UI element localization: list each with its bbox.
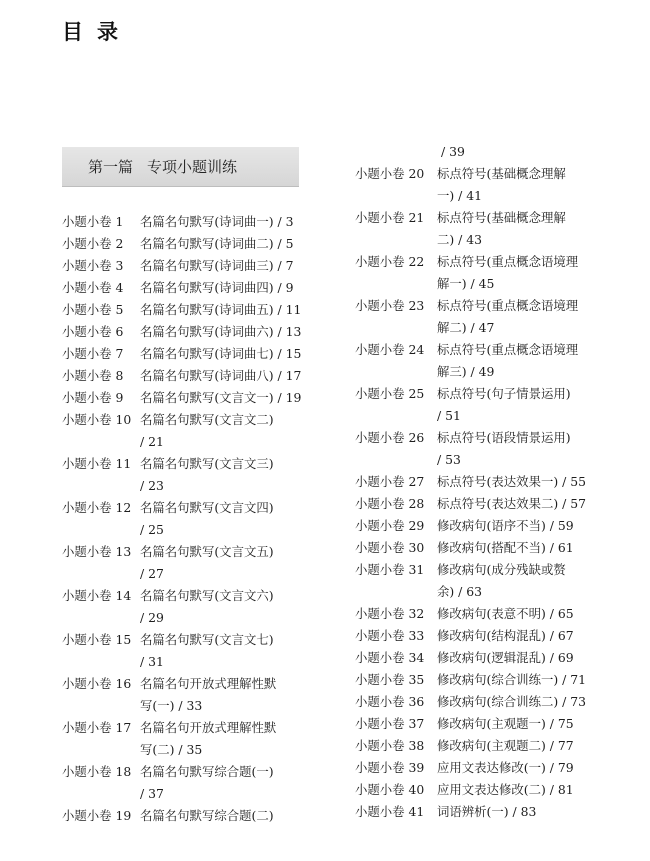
toc-entry[interactable]: [355, 537, 605, 559]
toc-entry-label: 小题小卷 18: [62, 764, 132, 779]
toc-entry-title: 名篇名句默写(诗词曲四) / 9: [140, 280, 294, 295]
toc-entry-title: 名篇名句默写(文言文三): [140, 456, 274, 471]
toc-entry-label: 小题小卷 12: [62, 500, 132, 515]
toc-entry[interactable]: [62, 211, 317, 233]
toc-entry[interactable]: [355, 383, 605, 405]
toc-entry-label: 小题小卷 22: [355, 254, 425, 269]
toc-entry-title: 标点符号(重点概念语境理: [437, 298, 579, 313]
toc-entry[interactable]: [355, 471, 605, 493]
toc-entry-continuation[interactable]: [62, 607, 317, 629]
toc-entry-continuation[interactable]: [62, 519, 317, 541]
toc-entry-label: 小题小卷 31: [355, 562, 425, 577]
toc-entry[interactable]: [355, 339, 605, 361]
toc-entry-label: 小题小卷 2: [62, 236, 124, 251]
toc-entry-label: 小题小卷 20: [355, 166, 425, 181]
toc-entry-title: 修改病句(语序不当) / 59: [437, 518, 574, 533]
toc-entry-label: [355, 581, 437, 603]
toc-entry-continuation[interactable]: [355, 229, 605, 251]
toc-entry-continuation[interactable]: [355, 361, 605, 383]
toc-entry-label: 小题小卷 30: [355, 540, 425, 555]
toc-entry-label: [355, 273, 437, 295]
toc-entry-label: 小题小卷 15: [62, 632, 132, 647]
toc-right-column: [355, 141, 605, 823]
toc-entry-label: [355, 405, 437, 427]
toc-entry-continuation[interactable]: [62, 475, 317, 497]
toc-entry-title: 应用文表达修改(一) / 79: [437, 760, 574, 775]
toc-entry[interactable]: [355, 603, 605, 625]
toc-entry-title: 修改病句(表意不明) / 65: [437, 606, 574, 621]
toc-entry-label: [62, 783, 140, 805]
toc-entry-title: 标点符号(基础概念理解: [437, 166, 566, 181]
toc-entry-label: 小题小卷 26: [355, 430, 425, 445]
toc-entry[interactable]: [62, 343, 317, 365]
toc-entry-label: 小题小卷 7: [62, 346, 124, 361]
toc-entry-continuation[interactable]: [62, 563, 317, 585]
toc-entry-continuation[interactable]: [62, 431, 317, 453]
toc-entry[interactable]: [62, 673, 317, 695]
toc-entry-label: [62, 651, 140, 673]
toc-entry-title: 名篇名句开放式理解性默: [140, 720, 277, 735]
toc-entry-title: 修改病句(结构混乱) / 67: [437, 628, 574, 643]
toc-entry-label: [355, 361, 437, 383]
toc-entry-label: [62, 431, 140, 453]
toc-entry-label: 小题小卷 34: [355, 650, 425, 665]
toc-entry[interactable]: [62, 497, 317, 519]
toc-entry-title: 标点符号(重点概念语境理: [437, 254, 579, 269]
toc-entry-label: 小题小卷 38: [355, 738, 425, 753]
toc-entry-label: 小题小卷 21: [355, 210, 425, 225]
toc-entry-title: 名篇名句默写(诗词曲六) / 13: [140, 324, 302, 339]
toc-entry[interactable]: [62, 233, 317, 255]
toc-entry-title: 解二) / 47: [437, 320, 495, 335]
toc-entry-title: 修改病句(综合训练二) / 73: [437, 694, 587, 709]
toc-entry-continuation[interactable]: [355, 185, 605, 207]
toc-entry-title: 标点符号(语段情景运用): [437, 430, 571, 445]
toc-entry-label: 小题小卷 37: [355, 716, 425, 731]
section-name: 专项小题训练: [147, 158, 238, 176]
toc-entry[interactable]: [62, 255, 317, 277]
toc-entry-title: 修改病句(主观题一) / 75: [437, 716, 574, 731]
toc-entry-title: / 53: [437, 452, 461, 467]
toc-entry-label: [355, 449, 437, 471]
toc-entry-label: 小题小卷 17: [62, 720, 132, 735]
toc-entry-title: 名篇名句默写综合题(二): [140, 808, 274, 823]
toc-entry-label: 小题小卷 29: [355, 518, 425, 533]
toc-entry[interactable]: [355, 801, 605, 823]
toc-entry-label: 小题小卷 13: [62, 544, 132, 559]
toc-entry-continuation[interactable]: [62, 739, 317, 761]
toc-entry[interactable]: [355, 515, 605, 537]
toc-entry-continuation[interactable]: [355, 405, 605, 427]
toc-entry-label: [62, 563, 140, 585]
toc-entry-label: 小题小卷 40: [355, 782, 425, 797]
toc-entry-label: [62, 695, 140, 717]
toc-entry[interactable]: [355, 493, 605, 515]
toc-entry-title: 修改病句(综合训练一) / 71: [437, 672, 587, 687]
toc-entry-title: 名篇名句默写(诗词曲八) / 17: [140, 368, 302, 383]
toc-entry[interactable]: [355, 757, 605, 779]
toc-entry[interactable]: [62, 277, 317, 299]
toc-entry-title: 修改病句(搭配不当) / 61: [437, 540, 574, 555]
toc-entry[interactable]: [355, 779, 605, 801]
toc-entry-label: [62, 519, 140, 541]
toc-entry-title: 一) / 41: [437, 188, 483, 203]
toc-entry-label: 小题小卷 39: [355, 760, 425, 775]
toc-entry-title: 名篇名句默写(文言文五): [140, 544, 274, 559]
toc-entry-title: 名篇名句默写(文言文七): [140, 632, 274, 647]
toc-entry-continuation[interactable]: [62, 695, 317, 717]
toc-entry-label: 小题小卷 8: [62, 368, 124, 383]
toc-entry-title: 修改病句(主观题二) / 77: [437, 738, 574, 753]
toc-entry-title: / 51: [437, 408, 461, 423]
toc-entry[interactable]: [62, 541, 317, 563]
toc-entry-continuation[interactable]: [355, 317, 605, 339]
toc-entry-title: / 31: [140, 654, 164, 669]
toc-entry[interactable]: [62, 387, 317, 409]
toc-entry-label: 小题小卷 3: [62, 258, 124, 273]
toc-entry-title: / 27: [140, 566, 164, 581]
toc-entry-continuation[interactable]: [62, 783, 317, 805]
toc-entry[interactable]: [62, 717, 317, 739]
toc-entry-title: 标点符号(表达效果二) / 57: [437, 496, 587, 511]
toc-entry-title: 二) / 43: [437, 232, 483, 247]
toc-entry[interactable]: [355, 713, 605, 735]
toc-entry-label: 小题小卷 28: [355, 496, 425, 511]
toc-entry[interactable]: [355, 295, 605, 317]
toc-left-column: [62, 211, 317, 827]
toc-entry[interactable]: [355, 625, 605, 647]
toc-continuation: / 39: [441, 144, 465, 159]
toc-entry[interactable]: [355, 163, 605, 185]
toc-entry-label: 小题小卷 19: [62, 808, 132, 823]
toc-entry-title: / 29: [140, 610, 164, 625]
toc-entry-label: [62, 739, 140, 761]
toc-entry[interactable]: [62, 629, 317, 651]
toc-entry[interactable]: [355, 735, 605, 757]
toc-entry-title: 名篇名句开放式理解性默: [140, 676, 277, 691]
toc-entry-title: 名篇名句默写(诗词曲三) / 7: [140, 258, 294, 273]
toc-entry-label: 小题小卷 5: [62, 302, 124, 317]
toc-entry-label: 小题小卷 35: [355, 672, 425, 687]
toc-entry[interactable]: [62, 365, 317, 387]
toc-entry-continuation[interactable]: [355, 273, 605, 295]
toc-entry-title: 名篇名句默写(诗词曲二) / 5: [140, 236, 294, 251]
toc-entry-label: [355, 185, 437, 207]
toc-entry-title: / 25: [140, 522, 164, 537]
toc-entry[interactable]: [62, 585, 317, 607]
toc-entry-title: 标点符号(表达效果一) / 55: [437, 474, 587, 489]
toc-entry-title: 解三) / 49: [437, 364, 495, 379]
toc-entry-title: 名篇名句默写(诗词曲一) / 3: [140, 214, 294, 229]
toc-entry[interactable]: [355, 647, 605, 669]
toc-entry[interactable]: [62, 409, 317, 431]
toc-entry-title: 解一) / 45: [437, 276, 495, 291]
toc-entry[interactable]: [355, 251, 605, 273]
toc-entry-label: 小题小卷 4: [62, 280, 124, 295]
toc-entry-label: 小题小卷 27: [355, 474, 425, 489]
toc-entry-label: 小题小卷 33: [355, 628, 425, 643]
toc-entry-label: [62, 475, 140, 497]
section-banner: [62, 147, 299, 187]
toc-entry-title: 名篇名句默写(诗词曲七) / 15: [140, 346, 302, 361]
toc-entry-title: 名篇名句默写(文言文二): [140, 412, 274, 427]
toc-entry-label: 小题小卷 32: [355, 606, 425, 621]
toc-entry[interactable]: [62, 299, 317, 321]
toc-entry-title: 应用文表达修改(二) / 81: [437, 782, 574, 797]
page-title: 目录: [62, 20, 132, 44]
toc-entry-title: 词语辨析(一) / 83: [437, 804, 537, 819]
toc-entry-label: 小题小卷 9: [62, 390, 124, 405]
toc-entry-label: 小题小卷 1: [62, 214, 124, 229]
toc-entry-label: [355, 317, 437, 339]
toc-entry-label: 小题小卷 24: [355, 342, 425, 357]
toc-entry-title: 名篇名句默写(文言文一) / 19: [140, 390, 302, 405]
toc-entry[interactable]: [62, 321, 317, 343]
toc-entry-title: 修改病句(成分残缺或赘: [437, 562, 566, 577]
toc-entry-title: 余) / 63: [437, 584, 483, 599]
toc-entry-label: 小题小卷 6: [62, 324, 124, 339]
toc-entry[interactable]: [355, 691, 605, 713]
section-part: 第一篇: [88, 158, 134, 176]
toc-entry-label: [355, 229, 437, 251]
toc-entry[interactable]: [62, 805, 317, 827]
toc-entry-label: [62, 607, 140, 629]
toc-entry-title: 名篇名句默写(文言文四): [140, 500, 274, 515]
toc-entry-label: 小题小卷 41: [355, 804, 425, 819]
toc-entry-title: 名篇名句默写综合题(一): [140, 764, 274, 779]
toc-entry-title: 写(一) / 33: [140, 698, 203, 713]
toc-entry-title: 标点符号(重点概念语境理: [437, 342, 579, 357]
toc-entry-title: / 21: [140, 434, 164, 449]
toc-entry-label: 小题小卷 10: [62, 412, 132, 427]
toc-entry-title: / 37: [140, 786, 164, 801]
toc-entry[interactable]: [355, 207, 605, 229]
toc-entry-title: 标点符号(句子情景运用): [437, 386, 571, 401]
toc-entry-title: 修改病句(逻辑混乱) / 69: [437, 650, 574, 665]
toc-entry[interactable]: [355, 669, 605, 691]
toc-entry-label: 小题小卷 23: [355, 298, 425, 313]
toc-entry-title: 标点符号(基础概念理解: [437, 210, 566, 225]
toc-entry-label: 小题小卷 25: [355, 386, 425, 401]
toc-entry-continuation[interactable]: [355, 581, 605, 603]
toc-entry-title: / 23: [140, 478, 164, 493]
toc-entry-continuation[interactable]: [62, 651, 317, 673]
toc-entry-label: 小题小卷 16: [62, 676, 132, 691]
toc-entry-continuation[interactable]: [355, 449, 605, 471]
toc-entry[interactable]: [355, 559, 605, 581]
toc-entry-label: 小题小卷 11: [62, 456, 132, 471]
toc-entry[interactable]: [62, 761, 317, 783]
toc-entry[interactable]: [62, 453, 317, 475]
toc-entry-title: 名篇名句默写(诗词曲五) / 11: [140, 302, 302, 317]
toc-entry-title: 名篇名句默写(文言文六): [140, 588, 274, 603]
toc-entry-label: 小题小卷 36: [355, 694, 425, 709]
toc-entry[interactable]: [355, 427, 605, 449]
toc-entry-title: 写(二) / 35: [140, 742, 203, 757]
toc-entry-label: 小题小卷 14: [62, 588, 132, 603]
